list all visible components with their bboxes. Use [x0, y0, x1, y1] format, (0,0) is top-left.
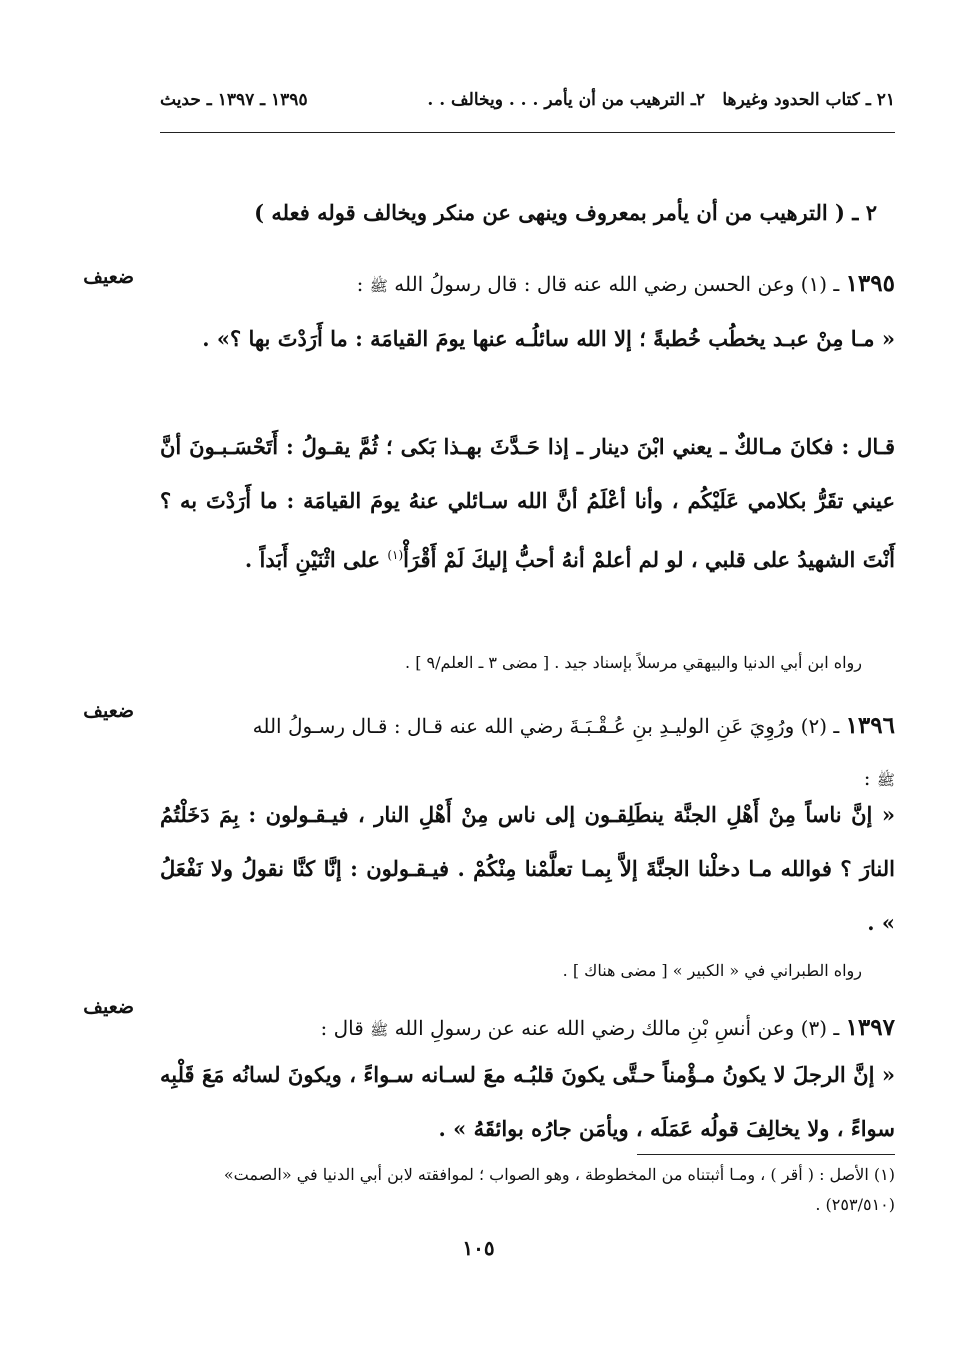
hadith-number: ١٣٩٦: [845, 712, 895, 739]
footnote: (١) الأصل : ( أقر ) ، ومـا أثبتناه من المخطوطة ، وهو الصواب ؛ لموافقته لابن أبي الدنيا في «الصمت» (٢٥٣/٥١٠) .: [223, 1165, 895, 1214]
hadith-commentary-1395: [160, 420, 895, 587]
hadith-number: ١٣٩٥: [845, 270, 895, 297]
header-chapter-title: ٢ـ الترهيب من أن يأمر . . . ويخالف . .: [427, 90, 705, 110]
hadith-intro-text: ـ (١) وعن الحسن رضي الله عنه قال : قال رسولُ الله: [387, 272, 846, 296]
hadith-intro-end: قال :: [320, 1016, 371, 1040]
salawat-icon: ﷺ: [876, 770, 895, 789]
header-divider: [160, 132, 895, 133]
page-number: ١٠٥: [462, 1236, 495, 1260]
hadith-text-1396: « إنَّ ناساً مِنْ أَهْلِ الجنَّة ينطَلِقـون إلى ناس مِنْ أَهْلِ النار ، فيـقـولون : بِمَ دَخَلْتُمُ النارَ ؟ فوالله مـا دخلْنا الجنَّةَ إلاَّ بِمـا تعلَّمْنا مِنْكُمْ . فيـقـولون : إنَّا كنَّا نقولُ ولا نَفْعَلُ » .: [160, 802, 895, 935]
header-hadith-range: ١٣٩٥ ـ ١٣٩٧ ـ حديث: [160, 90, 308, 110]
running-header: [160, 86, 895, 114]
commentary-text: قـال : فكانَ مـالكٌ ـ يعني ابْنَ دينار ـ إذا حَـدَّثَ بهـذا بَكى ؛ ثُمَّ يقـولُ : أَتَحْسَـبـونَ أنَّ عيني تقَرُّ بكلامي عَلَيْكُم ، وأنا أعْلَمُ أنَّ الله سـائلي عنهُ يومَ القيامَة : ما أَرَدْتَ به ؟ أَنْتَ الشهيدُ على قلبي ، لو لم أعلمْ أنهُ أحبُّ إليكَ لَمْ أَقْرَأْ: [160, 434, 895, 572]
salawat-icon: ﷺ: [370, 1020, 389, 1039]
source-1395: رواه ابن أبي الدنيا والبيهقي مرسلاً بإسناد جيد . [ مضى ٣ ـ العلم/٩ ] .: [405, 653, 862, 672]
hadith-intro-1397: [165, 1008, 895, 1050]
hadith-intro-text: ـ (٢) ورُوِيَ عَنِ الوليـدِ بنِ عُـقْـبَـةَ رضي الله عنه قـال : قـال رسـولُ الله: [252, 714, 846, 738]
hadith-intro-1395: [165, 264, 895, 306]
hadith-intro-text: ـ (٣) وعن أنسِ بْنِ مالك رضي الله عنه عن رسولِ الله: [388, 1016, 846, 1040]
grade-label-1396: ضعيف: [83, 700, 134, 722]
hadith-text-1395: « مـا مِنْ عبـد يخطُب خُطبةً ؛ إلا الله سائلُـه عنها يومَ القيامَة : ما أَرَدْتَ بها ؟» .: [202, 326, 895, 351]
hadith-intro-end: :: [863, 766, 877, 790]
source-1396: رواه الطبراني في « الكبير » [ مضى هناك ] .: [562, 961, 862, 980]
grade-label-1395: ضعيف: [83, 266, 134, 288]
grade-label-1397: ضعيف: [83, 996, 134, 1018]
footnote-divider: [637, 1154, 895, 1155]
hadith-number: ١٣٩٧: [845, 1014, 895, 1041]
salawat-icon: ﷺ: [369, 276, 388, 295]
commentary-end: على اثْنَيْنِ أَبَداً .: [244, 547, 388, 572]
header-book-title: ٢١ ـ كتاب الحدود وغيرها: [722, 90, 895, 110]
footnote-mark[interactable]: (١): [387, 548, 404, 562]
hadith-intro-end: :: [356, 272, 370, 296]
chapter-title: ٢ ـ ( الترهيب من أن يأمر بمعروف وينهى عن منكر ويخالف قوله فعله ): [254, 200, 877, 225]
hadith-text-1397: « إنَّ الرجلَ لا يكونُ مـؤْمناً حـتَّى يكونَ قلبُـه معَ لسـانه سـواءً ، ويكونَ لسانُه مَعَ قَلْبِه سواءً ، ولا يخالِفَ قولُه عَمَلَه ، ويأمَن جارُه بوائقَهُ » .: [160, 1062, 895, 1141]
